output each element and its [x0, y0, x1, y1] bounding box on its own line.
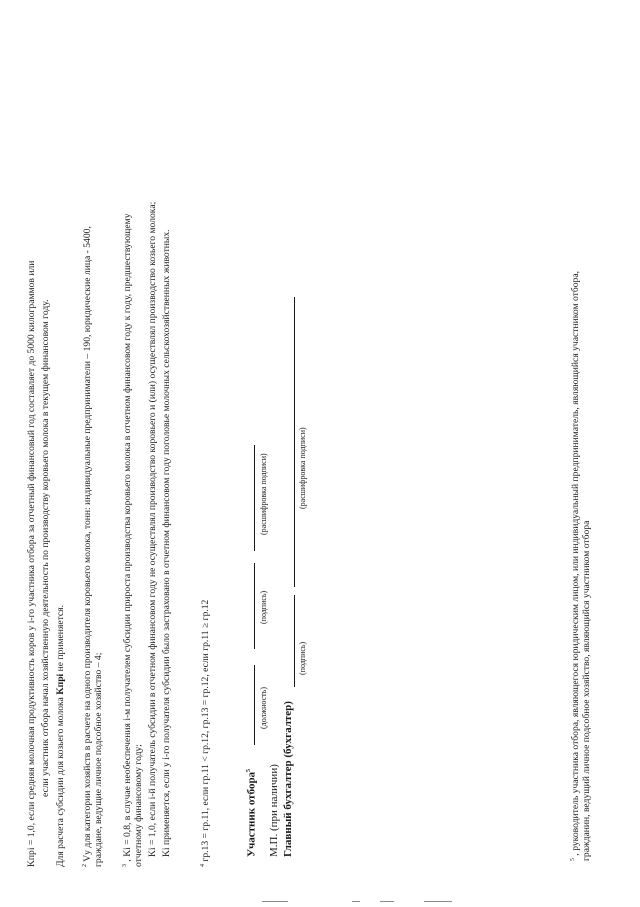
footnote-2-line2: граждане, ведущие личное подсобное хозяйство – 4; [93, 652, 104, 867]
participant-label [243, 769, 258, 857]
footnote-2-line1 [79, 226, 94, 867]
footnote-k-line1: Kпрi = 1,0, если средняя молочная продуктивность коров у i-го участника отбора за отчетный финансовый год составляет до 5000 килограммов или [26, 260, 37, 867]
participant-footnote-marker: 5 [246, 768, 252, 772]
footnote-3-line4: Ki применяется, если у i-го получателя субсидии было застраховано в отчетном финансовом году поголовье молочных сельскохозяйственных животных. [161, 229, 172, 857]
scan-mark [262, 901, 288, 902]
footnote-4-text: гр.13 = гр.11, если гр.11 < гр.12, гр.13 = гр.12, если гр.11 ≥ гр.12 [200, 599, 212, 862]
footnote-5-line1-text: , руководитель участника отбора, являющегося юридическим лицом, или индивидуальный предприниматель, являющийся участником отбора, [570, 271, 582, 856]
chief-decoding-line [294, 297, 295, 587]
participant-label-text: Участник отбора [245, 771, 258, 857]
caption-decoding-1: (расшифровка подписи) [259, 453, 268, 535]
footnote-k-line2: если участник отбора начал хозяйственную деятельность по производству коровьего молока в текущем финансовом году. [40, 299, 51, 797]
chief-accountant-label: Главный бухгалтер (бухгалтер) [282, 701, 294, 857]
footnote-k-line3-bold: Kпрi [55, 673, 66, 695]
footnote-2-marker: 2 [82, 864, 88, 867]
scan-mark [380, 901, 394, 902]
stamp-label: М.П. (при наличии) [268, 764, 280, 857]
chief-signature-line [294, 595, 295, 687]
footnote-k-line3-suffix: не применяется. [55, 605, 66, 672]
footnote-5-marker: 5 [570, 858, 576, 861]
caption-position: (должность) [259, 687, 268, 729]
footnote-3-line2: отчетному финансовому году; [133, 744, 144, 867]
footnote-3-line1-text: , Ki = 0,8, в случае необеспечения i-м получателем субсидии прироста производства коровьего молока в отчетном финансовом году к году, предшествующему [122, 213, 134, 862]
footnote-k-line3 [55, 605, 67, 867]
scan-mark [424, 901, 452, 902]
signature-line [254, 563, 255, 649]
footnote-5-line2: гражданин, ведущий личное подсобное хозяйство, являющийся участником отбора [581, 520, 592, 861]
footnote-4-marker: 4 [200, 864, 206, 867]
footnote-5-line1 [567, 271, 582, 861]
scan-mark [352, 901, 360, 902]
footnote-3-line3: Ki = 1,0, если i-й получатель субсидии в отчетном финансовом году не осуществлял производство коровьего и (или) осуществлял производство козьего молока; [147, 201, 158, 857]
position-line [254, 665, 255, 745]
footnote-k-line3-prefix: Для расчета субсидии для козьего молока [55, 697, 66, 867]
footnote-2-line1-text: Vу для категории хозяйств в расчете на одного производителя коровьего молока, тонн: индивидуальные предприниматели – 190, юридические лица - 5400, [82, 226, 94, 862]
footnote-4 [197, 600, 212, 867]
decoding-line [254, 445, 255, 551]
footnote-3-line1 [119, 213, 134, 867]
footnote-3-marker: 3 [122, 864, 128, 867]
caption-signature-2: (подпись) [298, 641, 307, 675]
caption-decoding-2: (расшифровка подписи) [298, 427, 307, 509]
caption-signature-1: (подпись) [259, 590, 268, 624]
